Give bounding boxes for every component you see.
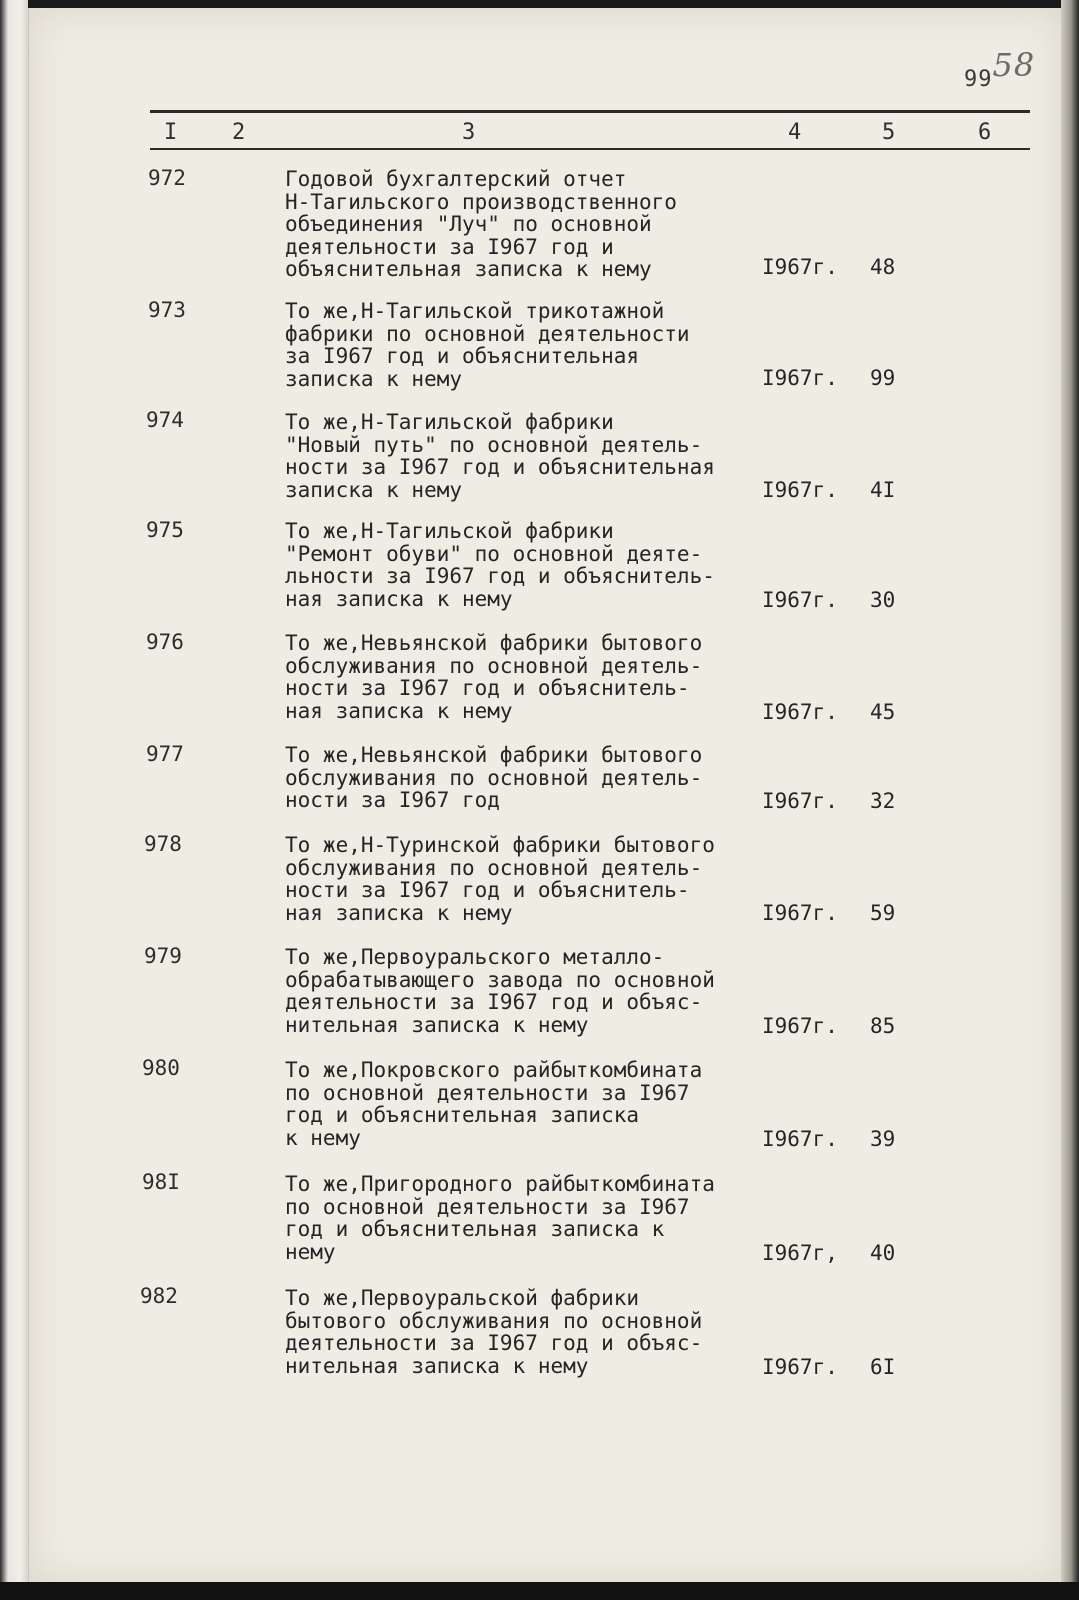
entry-sheet-count: 59 — [870, 901, 896, 925]
column-header-3: 3 — [462, 120, 476, 145]
entry-description: Годовой бухгалтерский отчет Н-Тагильского производственного объединения "Луч" по основной деятельности за I967 год и объяснительная записка к нему — [285, 167, 677, 281]
entry-year: I967г, — [762, 1241, 838, 1265]
entry-description: То же,Первоуральской фабрики бытового обслуживания по основной деятельности за I967 год и объяс- нительная записка к нему — [285, 1286, 703, 1378]
entry-year: I967г. — [762, 700, 838, 724]
entry-description: То же,Н-Туринской фабрики бытового обслуживания по основной деятель- ности за I967 год и объяснитель- ная записка к нему — [285, 833, 715, 925]
entry-description: То же,Покровского райбыткомбината по основной деятельности за I967 год и объяснительная записка к нему — [285, 1058, 703, 1150]
entry-description: То же,Первоуральского металло- обрабатывающего завода по основной деятельности за I967 год и объяс- нительная записка к нему — [285, 945, 715, 1037]
column-header-4: 4 — [788, 120, 802, 145]
entry-number: 979 — [144, 944, 182, 968]
table-header-rule — [150, 148, 1030, 150]
entry-description: То же,Н-Тагильской трикотажной фабрики по основной деятельности за I967 год и объяснительная записка к нему — [285, 299, 690, 391]
entry-year: I967г. — [762, 1127, 838, 1151]
column-header-6: 6 — [978, 120, 992, 145]
entry-sheet-count: 40 — [870, 1241, 896, 1265]
column-header-2: 2 — [232, 120, 246, 145]
sheet-number-typed: 99 — [964, 67, 993, 92]
entry-sheet-count: 32 — [870, 789, 896, 813]
entry-number: 98I — [142, 1170, 180, 1194]
entry-year: I967г. — [762, 588, 838, 612]
entry-number: 972 — [148, 166, 186, 190]
entry-year: I967г. — [762, 901, 838, 925]
entry-number: 980 — [142, 1056, 180, 1080]
entry-description: То же,Невьянской фабрики бытового обслуживания по основной деятель- ности за I967 год — [285, 743, 703, 812]
entry-year: I967г. — [762, 789, 838, 813]
entry-sheet-count: 99 — [870, 366, 896, 390]
entry-sheet-count: 39 — [870, 1127, 896, 1151]
entry-year: I967г. — [762, 255, 838, 279]
sheet-number — [964, 46, 1036, 94]
entry-sheet-count: 6I — [870, 1355, 896, 1379]
entry-description: То же,Невьянской фабрики бытового обслуживания по основной деятель- ности за I967 год и объяснитель- ная записка к нему — [285, 631, 703, 723]
entry-number: 977 — [146, 742, 184, 766]
entry-number: 974 — [146, 408, 184, 432]
entry-number: 973 — [148, 298, 186, 322]
page-edge — [1061, 0, 1079, 1600]
entry-year: I967г. — [762, 1355, 838, 1379]
entry-year: I967г. — [762, 366, 838, 390]
entry-number: 976 — [146, 630, 184, 654]
table-top-rule — [150, 110, 1030, 113]
entry-number: 978 — [144, 832, 182, 856]
entry-sheet-count: 45 — [870, 700, 896, 724]
entry-number: 975 — [146, 518, 184, 542]
entry-sheet-count: 4I — [870, 478, 896, 502]
column-header-5: 5 — [882, 120, 896, 145]
sheet-number-handwritten: 58 — [992, 46, 1036, 84]
binding-edge — [0, 0, 28, 1600]
entry-sheet-count: 85 — [870, 1014, 896, 1038]
entry-year: I967г. — [762, 478, 838, 502]
entry-sheet-count: 30 — [870, 588, 896, 612]
entry-year: I967г. — [762, 1014, 838, 1038]
scan-border — [0, 1582, 1079, 1600]
entry-description: То же,Н-Тагильской фабрики "Новый путь" по основной деятель- ности за I967 год и объяснительная записка к нему — [285, 410, 715, 502]
entry-sheet-count: 48 — [870, 255, 896, 279]
column-header-1: I — [164, 120, 178, 145]
entry-description: То же,Пригородного райбыткомбината по основной деятельности за I967 год и объяснительная записка к нему — [285, 1172, 715, 1264]
entry-number: 982 — [140, 1284, 178, 1308]
entry-description: То же,Н-Тагильской фабрики "Ремонт обуви" по основной деяте- льности за I967 год и объяснитель- ная записка к нему — [285, 519, 715, 611]
